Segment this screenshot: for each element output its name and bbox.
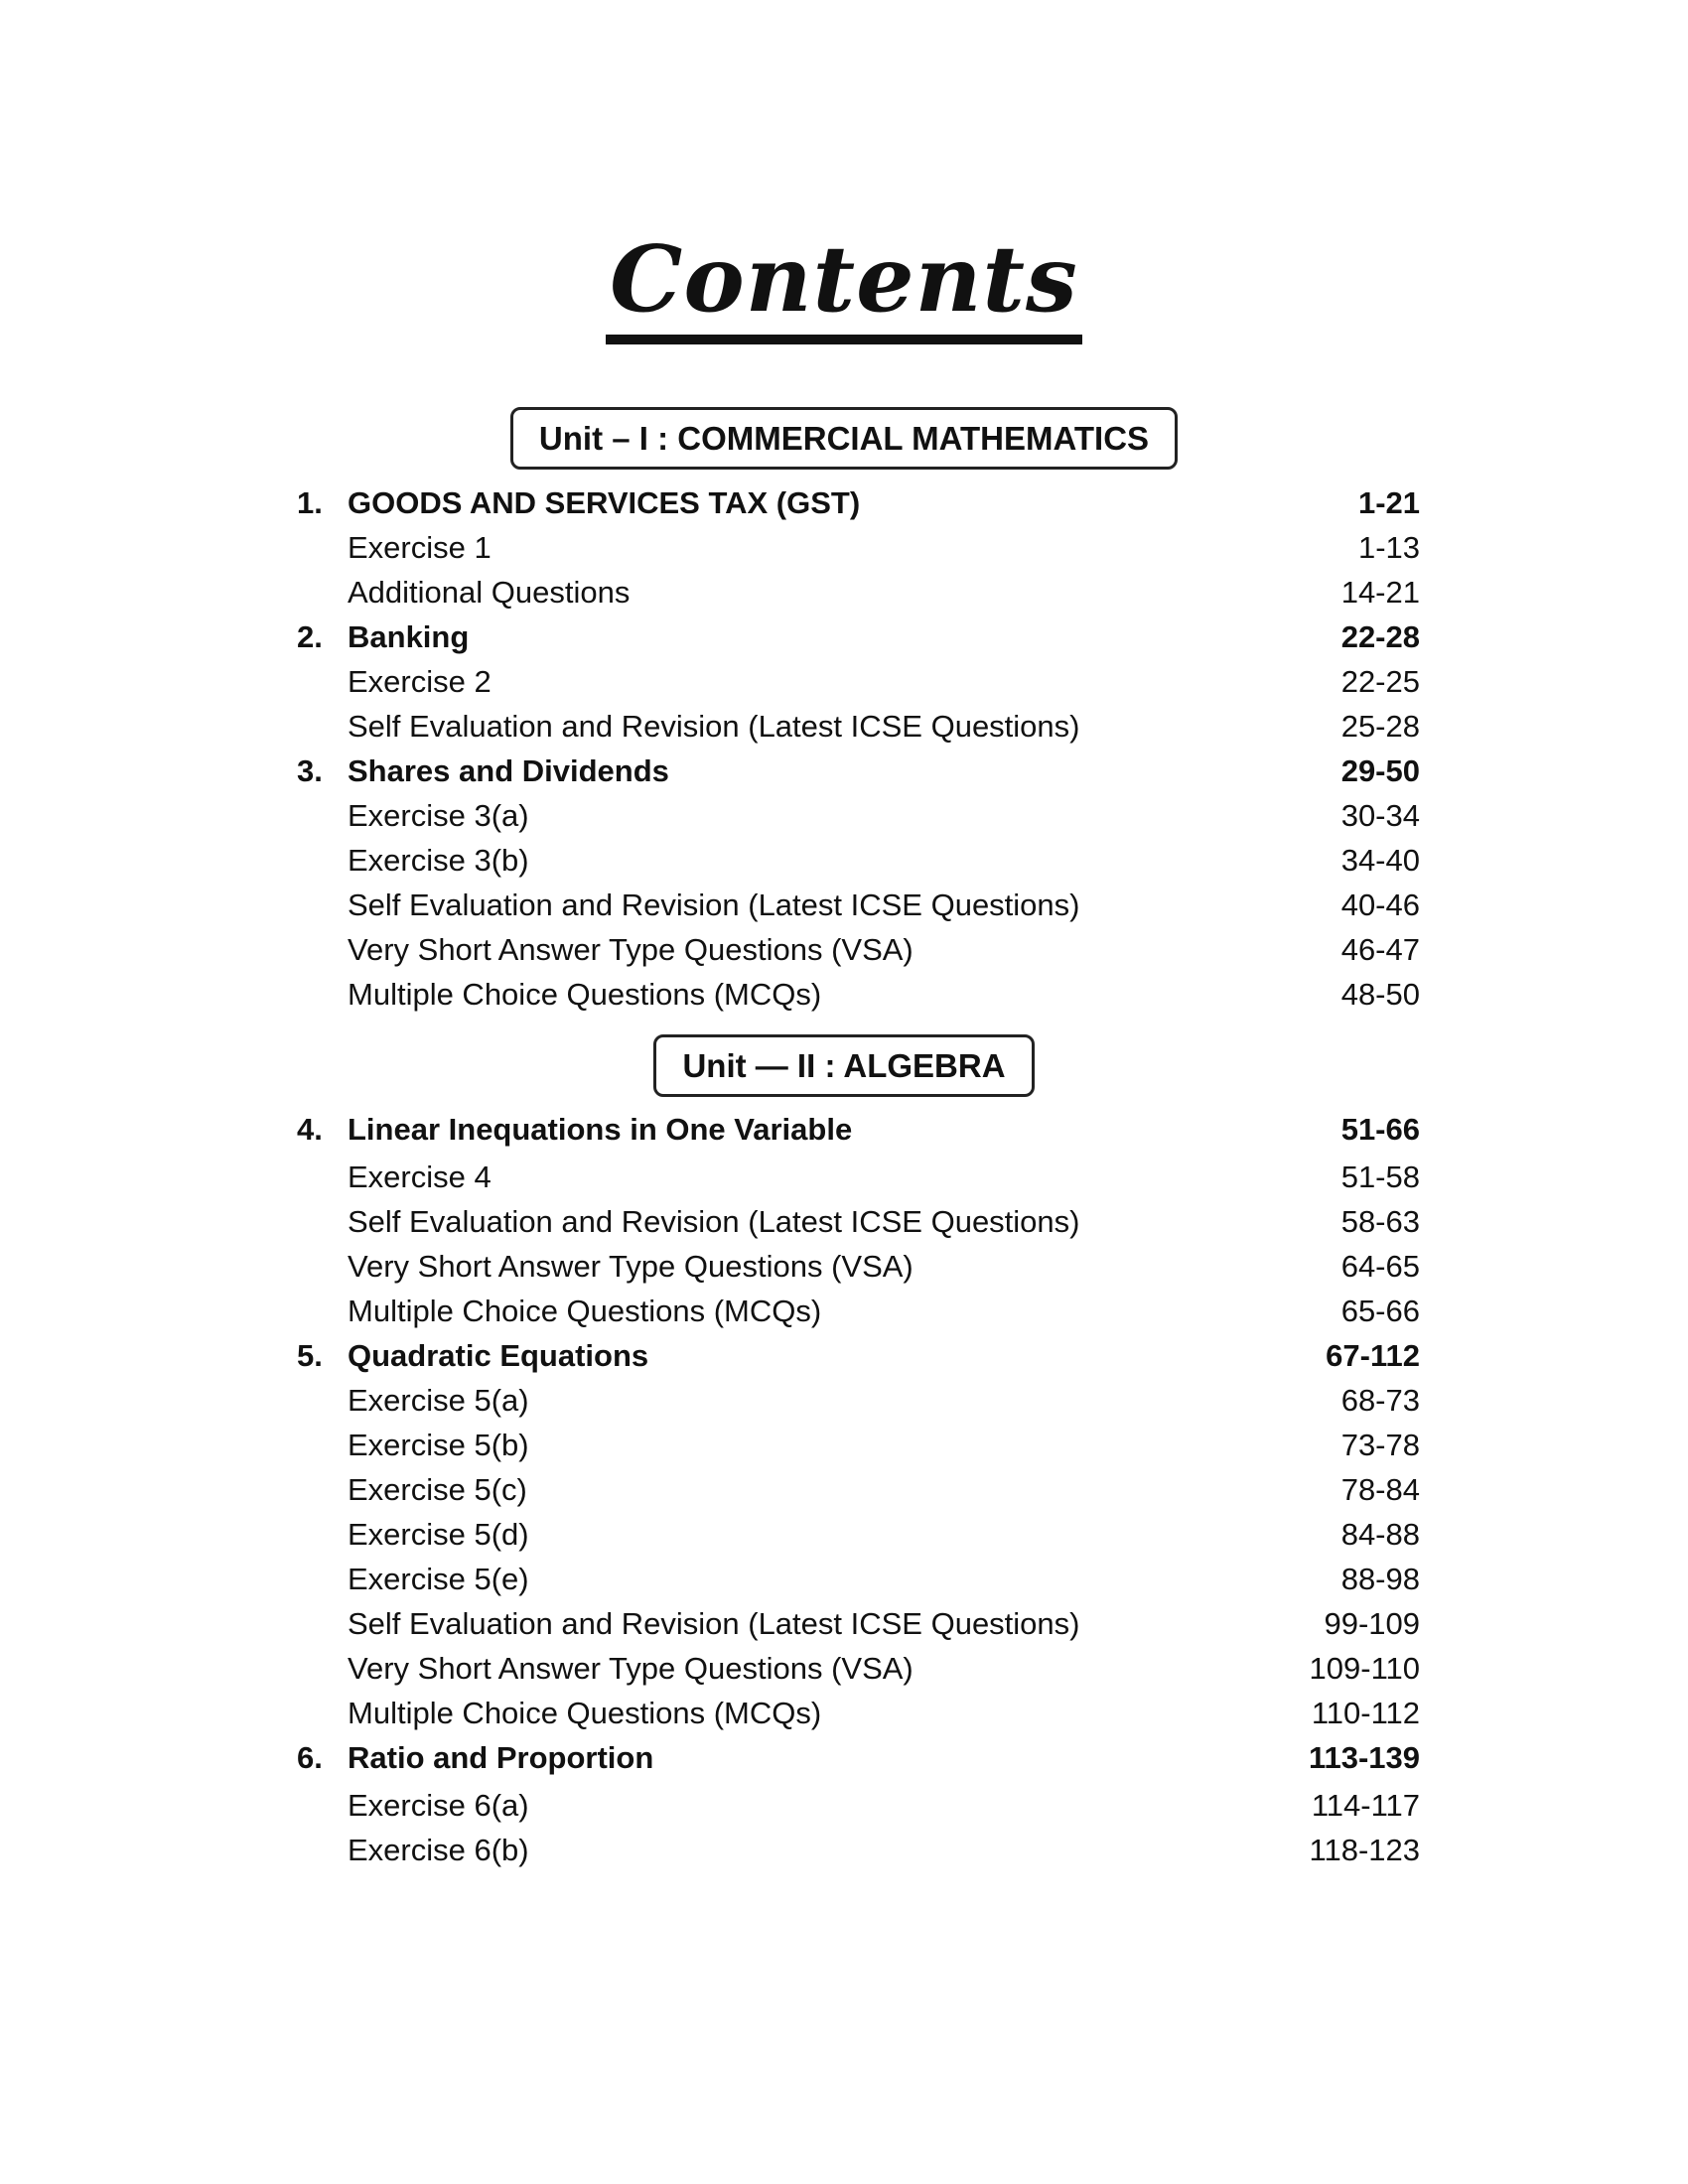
chapter-pages: 1-21 xyxy=(1357,485,1420,520)
item-label: Very Short Answer Type Questions (VSA) xyxy=(348,1651,914,1686)
item-pages: 68-73 xyxy=(1340,1383,1420,1418)
toc-item[interactable] xyxy=(0,1601,1688,1646)
toc-item[interactable] xyxy=(0,793,1688,838)
item-label: Self Evaluation and Revision (Latest ICSE Questions) xyxy=(348,887,1080,922)
toc-item[interactable] xyxy=(0,1423,1688,1467)
item-pages: 40-46 xyxy=(1340,887,1420,922)
page-title: Contents xyxy=(606,233,1082,344)
item-label: Multiple Choice Questions (MCQs) xyxy=(348,977,822,1012)
item-pages: 25-28 xyxy=(1340,709,1420,744)
chapter-title: Shares and Dividends xyxy=(348,753,669,788)
item-label: Multiple Choice Questions (MCQs) xyxy=(348,1696,822,1730)
toc-item[interactable] xyxy=(0,1828,1688,1872)
item-pages: 22-25 xyxy=(1340,664,1420,699)
chapter-row[interactable] xyxy=(0,614,1688,659)
item-label: Exercise 6(b) xyxy=(348,1833,529,1867)
chapter-number: 6. xyxy=(297,1740,323,1775)
chapter-number: 5. xyxy=(297,1338,323,1373)
chapter-row[interactable] xyxy=(0,480,1688,525)
item-pages: 110-112 xyxy=(1311,1696,1420,1730)
chapter-row[interactable] xyxy=(0,1107,1688,1155)
chapter-pages: 67-112 xyxy=(1326,1338,1420,1373)
item-label: Exercise 6(a) xyxy=(348,1788,529,1823)
item-pages: 34-40 xyxy=(1340,843,1420,878)
item-label: Exercise 5(c) xyxy=(348,1472,527,1507)
chapter-row[interactable] xyxy=(0,749,1688,793)
item-pages: 65-66 xyxy=(1340,1294,1420,1328)
item-pages: 30-34 xyxy=(1340,798,1420,833)
toc-item[interactable] xyxy=(0,704,1688,749)
chapter-title: Linear Inequations in One Variable xyxy=(348,1112,853,1147)
toc-item[interactable] xyxy=(0,1378,1688,1423)
chapter-number: 3. xyxy=(297,753,323,788)
toc-item[interactable] xyxy=(0,1557,1688,1601)
toc-item[interactable] xyxy=(0,659,1688,704)
item-pages: 78-84 xyxy=(1340,1472,1420,1507)
toc-item[interactable] xyxy=(0,1155,1688,1199)
chapter-title: Ratio and Proportion xyxy=(348,1740,654,1775)
chapter-title: Quadratic Equations xyxy=(348,1338,649,1373)
toc-item[interactable] xyxy=(0,972,1688,1017)
chapter-pages: 51-66 xyxy=(1340,1112,1420,1147)
toc-item[interactable] xyxy=(0,1244,1688,1289)
item-pages: 58-63 xyxy=(1340,1204,1420,1239)
chapter-title: Banking xyxy=(348,619,470,654)
toc-item[interactable] xyxy=(0,1199,1688,1244)
item-pages: 109-110 xyxy=(1309,1651,1420,1686)
chapter-number: 1. xyxy=(297,485,323,520)
toc-item[interactable] xyxy=(0,1512,1688,1557)
unit-2-toc xyxy=(0,1107,1688,1872)
chapter-row[interactable] xyxy=(0,1333,1688,1378)
item-label: Multiple Choice Questions (MCQs) xyxy=(348,1294,822,1328)
item-pages: 88-98 xyxy=(1340,1562,1420,1596)
chapter-number: 2. xyxy=(297,619,323,654)
toc-item[interactable] xyxy=(0,525,1688,570)
item-label: Additional Questions xyxy=(348,575,631,610)
item-label: Exercise 2 xyxy=(348,664,492,699)
item-label: Exercise 5(d) xyxy=(348,1517,529,1552)
toc-item[interactable] xyxy=(0,1289,1688,1333)
chapter-number: 4. xyxy=(297,1112,323,1147)
unit-1-toc xyxy=(0,480,1688,1017)
item-label: Self Evaluation and Revision (Latest ICSE Questions) xyxy=(348,709,1080,744)
item-label: Self Evaluation and Revision (Latest ICSE Questions) xyxy=(348,1204,1080,1239)
item-pages: 14-21 xyxy=(1340,575,1420,610)
item-pages: 99-109 xyxy=(1324,1606,1420,1641)
toc-item[interactable] xyxy=(0,1646,1688,1691)
item-label: Very Short Answer Type Questions (VSA) xyxy=(348,1249,914,1284)
item-pages: 114-117 xyxy=(1311,1788,1420,1823)
unit-1-heading-container xyxy=(0,407,1688,470)
unit-2-heading-container xyxy=(0,1034,1688,1097)
title-container xyxy=(0,225,1688,344)
item-label: Exercise 5(a) xyxy=(348,1383,529,1418)
unit-heading: Unit – I : COMMERCIAL MATHEMATICS xyxy=(510,407,1178,470)
chapter-title: GOODS AND SERVICES TAX (GST) xyxy=(348,485,861,520)
toc-item[interactable] xyxy=(0,927,1688,972)
item-label: Exercise 4 xyxy=(348,1160,492,1194)
item-pages: 84-88 xyxy=(1340,1517,1420,1552)
toc-item[interactable] xyxy=(0,838,1688,883)
chapter-pages: 113-139 xyxy=(1308,1740,1420,1775)
item-label: Self Evaluation and Revision (Latest ICSE Questions) xyxy=(348,1606,1080,1641)
chapter-row[interactable] xyxy=(0,1735,1688,1783)
item-pages: 118-123 xyxy=(1309,1833,1420,1867)
item-pages: 73-78 xyxy=(1340,1428,1420,1462)
item-label: Exercise 5(e) xyxy=(348,1562,529,1596)
item-pages: 51-58 xyxy=(1340,1160,1420,1194)
item-pages: 1-13 xyxy=(1357,530,1420,565)
item-label: Exercise 3(a) xyxy=(348,798,529,833)
chapter-pages: 29-50 xyxy=(1340,753,1420,788)
unit-heading: Unit — II : ALGEBRA xyxy=(653,1034,1034,1097)
item-label: Very Short Answer Type Questions (VSA) xyxy=(348,932,914,967)
item-label: Exercise 5(b) xyxy=(348,1428,529,1462)
item-label: Exercise 1 xyxy=(348,530,492,565)
toc-item[interactable] xyxy=(0,883,1688,927)
item-pages: 46-47 xyxy=(1340,932,1420,967)
toc-item[interactable] xyxy=(0,1691,1688,1735)
item-label: Exercise 3(b) xyxy=(348,843,529,878)
chapter-pages: 22-28 xyxy=(1340,619,1420,654)
toc-item[interactable] xyxy=(0,1467,1688,1512)
toc-item[interactable] xyxy=(0,570,1688,614)
item-pages: 48-50 xyxy=(1340,977,1420,1012)
toc-item[interactable] xyxy=(0,1783,1688,1828)
item-pages: 64-65 xyxy=(1340,1249,1420,1284)
